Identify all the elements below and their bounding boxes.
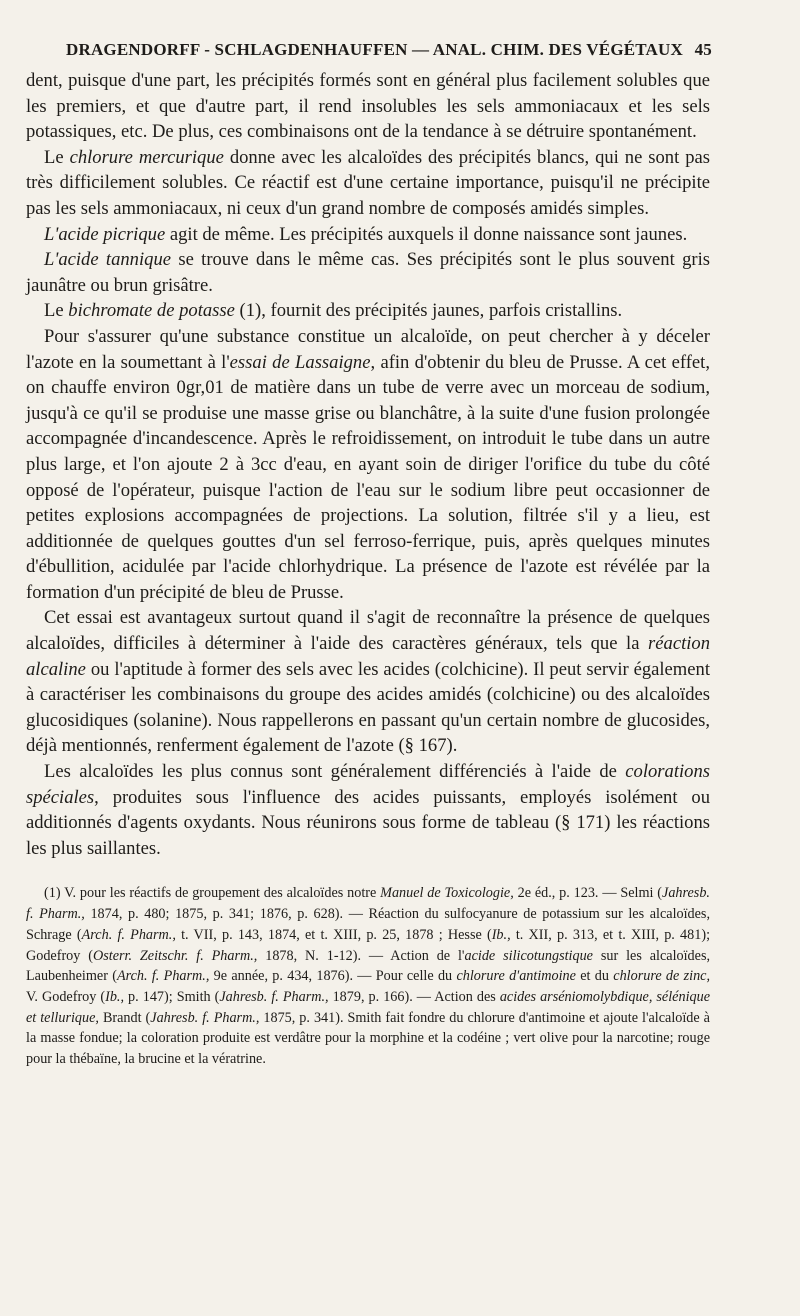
paragraph-1: dent, puisque d'une part, les précipités formés sont en général plus facilement solubles que les premiers, et que d'autre part, il rend insolubles les sels ammoniacaux et les sels potassiques, etc. De plus, ces combinaisons ont de la tendance à se détruire spontanément. (26, 70, 710, 143)
term-colorations: colorations spéciales (26, 761, 710, 808)
book-page (26, 40, 710, 1070)
running-title: DRAGENDORFF - SCHLAGDENHAUFFEN — ANAL. CHIM. DES VÉGÉTAUX (66, 40, 683, 59)
term-acide-picrique: L'acide picrique (44, 223, 166, 245)
paragraph-avantageux: Cet essai est avantageux surtout quand il s'agit de reconnaître la présence de quelques alcaloïdes, difficiles à déterminer à l'aide des caractères généraux, tels que la réaction alcaline ou l'aptitude à former des sels avec les acides (colchicine). Il peut servir également à caractériser les combinaisons du groupe des acides amidés (colchicine) ou des alcaloïdes glucosidiques (solanine). Nous rappellerons en passant qu'un certain nombre de glucosides, déjà mentionnés, renferment également de l'azote (§ 167). (26, 607, 710, 757)
paragraph-lassaigne: Pour s'assurer qu'une substance constitue un alcaloïde, on peut chercher à y déceler l'azote en la soumettant à l'essai de Lassaigne, afin d'obtenir du bleu de Prusse. A cet effet, on chauffe environ 0gr,01 de matière dans un tube de verre avec un morceau de sodium, jusqu'à ce qu'il se produise une masse grise ou blanchâtre, à la suite d'une fusion prolongée accompagnée d'incandescence. Après le refroidissement, on introduit le tube dans un autre plus large, et l'on ajoute 2 à 3cc d'eau, en ayant soin de diriger l'orifice du tube du côté opposé de l'opérateur, puisque l'action de l'eau sur le sodium libre peut occasionner de petites explosions accompagnées de projections. La solution, filtrée s'il y a lieu, est additionnée de quelques gouttes d'un sel ferroso-ferrique, puis, après quelques minutes d'ébullition, acidulée par l'acide chlorhydrique. La présence de l'azote est révélée par la formation d'un précipité de bleu de Prusse. (26, 325, 710, 603)
main-text (26, 68, 710, 861)
paragraph-acide-tannique: L'acide tannique se trouve dans le même cas. Ses précipités sont le plus souvent gris jaunâtre ou brun grisâtre. (26, 249, 710, 296)
paragraph-colorations: Les alcaloïdes les plus connus sont généralement différenciés à l'aide de colorations spéciales, produites sous l'influence des acides puissants, employés isolément ou additionnés d'agents oxydants. Nous réunirons sous forme de tableau (§ 171) les réactions les plus saillantes. (26, 761, 710, 859)
paragraph-chlorure-mercurique: Le chlorure mercurique donne avec les alcaloïdes des précipités blancs, qui ne sont pas très difficilement solubles. Ce réactif est d'une certaine importance, puisqu'il ne précipite pas les sels ammoniacaux, ni ceux d'un grand nombre de composés amidés simples. (26, 146, 710, 219)
term-essai-lassaigne: essai de Lassaigne (229, 351, 371, 373)
running-header (26, 40, 710, 68)
term-reaction-alcaline: réaction alcaline (26, 633, 710, 680)
paragraph-acide-picrique: L'acide picrique agit de même. Les précipités auxquels il donne naissance sont jaunes. (44, 223, 688, 245)
paragraph-bichromate: Le bichromate de potasse (1), fournit des précipités jaunes, parfois cristallins. (44, 300, 623, 322)
page-number: 45 (694, 40, 712, 59)
footnote-1: (1) V. pour les réactifs de groupement des alcaloïdes notre Manuel de Toxicologie, 2e éd., p. 123. — Selmi (Jahresb. f. Pharm., 1874, p. 480; 1875, p. 341; 1876, p. 628). — Réaction du sulfocyanure de potassium sur les alcaloïdes, Schrage (Arch. f. Pharm., t. VII, p. 143, 1874, et t. XIII, p. 25, 1878 ; Hesse (Ib., t. XII, p. 313, et t. XIII, p. 481); Godefroy (Osterr. Zeitschr. f. Pharm., 1878, N. 1-12). — Action de l'acide silicotungstique sur les alcaloïdes, Laubenheimer (Arch. f. Pharm., 9e année, p. 434, 1876). — Pour celle du chlorure d'antimoine et du chlorure de zinc, V. Godefroy (Ib., p. 147); Smith (Jahresb. f. Pharm., 1879, p. 166). — Action des acides arséniomolybdique, sélénique et tellurique, Brandt (Jahresb. f. Pharm., 1875, p. 341). Smith fait fondre du chlorure d'antimoine et ajoute l'alcaloïde à la masse fondue; la coloration produite est verdâtre pour la morphine et la codéine ; vert olive pour la narcotine; rouge pour la thébaïne, la brucine et la vératrine. (26, 885, 711, 1068)
term-bichromate: bichromate de potasse (68, 300, 235, 322)
footnote-block (26, 883, 710, 1069)
term-chlorure-mercurique: chlorure mercurique (69, 146, 224, 168)
term-acide-tannique: L'acide tannique (44, 249, 171, 271)
